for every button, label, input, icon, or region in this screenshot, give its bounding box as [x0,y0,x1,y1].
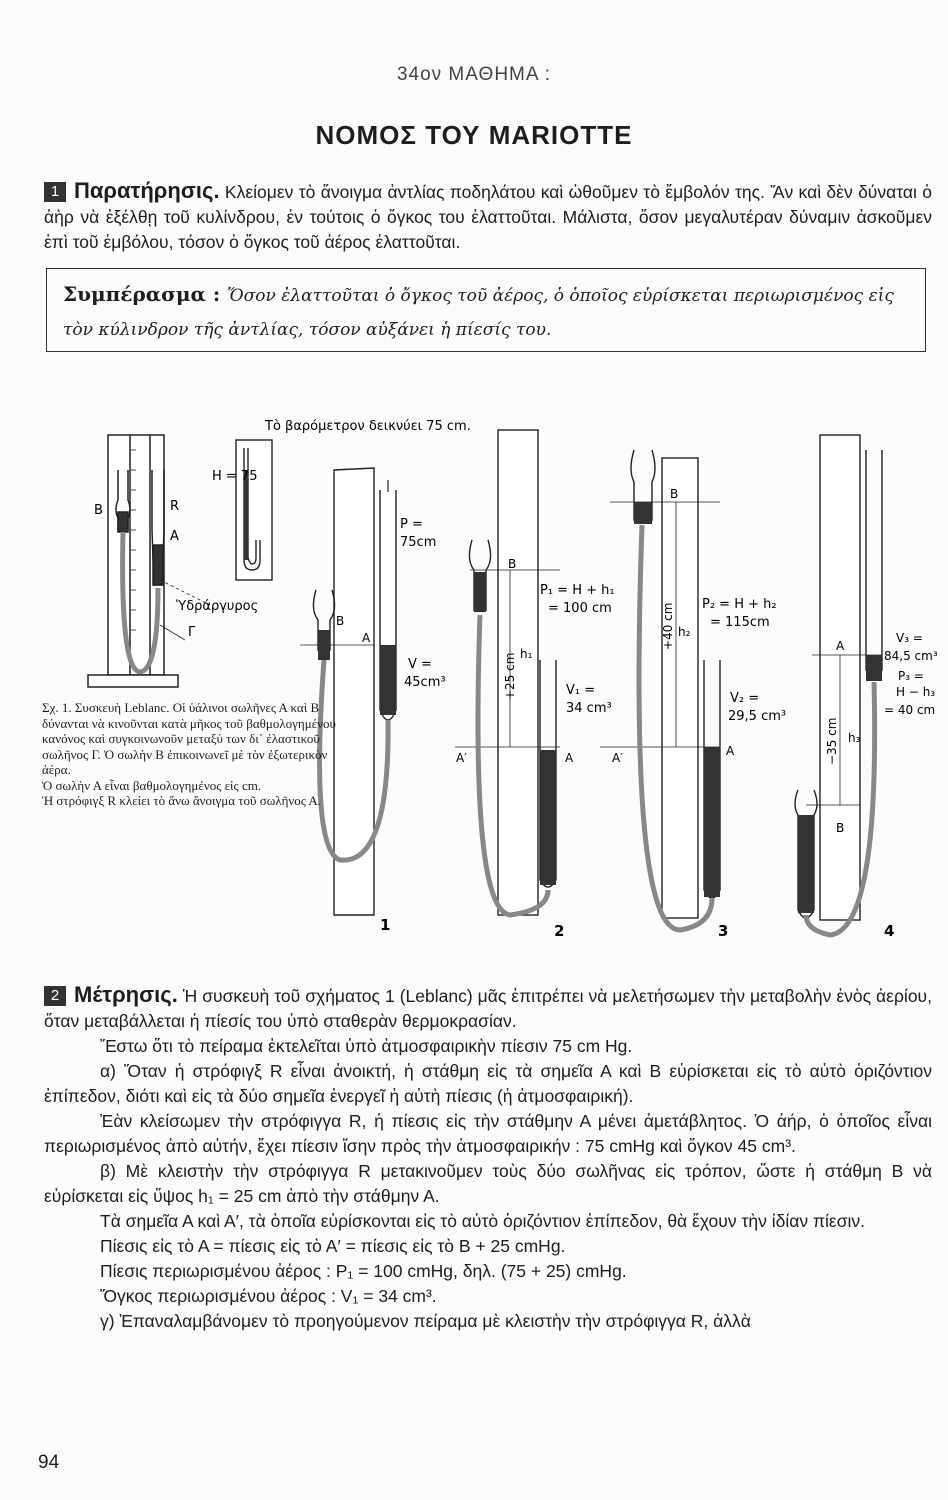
conclusion-text: Ὅσον ἐλαττοῦται ὁ ὄγκος τοῦ ἀέρος, ὁ ὁποῖος εὑρίσκεται περιωρισμένος εἰς τὸν κύλινδρον τῆς ἀντλίας, τόσον αὐξάνει ἡ πίεσίς του. [63,286,894,340]
panel-number-3: 3 [718,922,729,940]
section-2-para-7: Πίεσις εἰς τὸ Α = πίεσις εἰς τὸ Α′ = πίεσις εἰς τὸ Β + 25 cmHg. [100,1236,566,1256]
panel-3 [600,450,720,930]
label-P2-val: = 115cm [710,615,770,630]
label-V3-val: 84,5 cm³ [884,649,938,663]
figure-caption [42,700,338,809]
label-B-panel1: B [336,614,345,628]
section-2-para-10: γ) Ἐπαναλαμβάνομεν τὸ προηγούμενον πείραμα μὲ κλειστὴν τὴν στρόφιγγα R, ἀλλὰ [100,1311,751,1331]
page-title: ΝΟΜΟΣ ΤΟΥ MARIOTTE [315,120,633,150]
label-h2: h₂ [678,625,691,639]
leblanc-apparatus [88,435,210,687]
label-P2: P₂ = H + h₂ [702,597,777,612]
label-V-val: 45cm³ [404,675,446,690]
label-V: V = [408,657,432,672]
conclusion-label: Συμπέρασμα [63,282,206,306]
label-P3: P₃ = [898,669,924,683]
label-Aprime-panel3: A′ [612,751,623,765]
label-P-val: 75cm [400,535,437,550]
label-A-apparatus: A [170,529,179,544]
label-H75: H = 75 [212,469,258,484]
label-plus25: +25 cm [503,652,517,700]
page-number: 94 [38,1452,60,1473]
barometer-note: Τὸ βαρόμετρον δεικνύει 75 cm. [265,419,471,434]
section-2-para-3: α) Ὅταν ἡ στρόφιγξ R εἶναι ἀνοικτή, ἡ στάθμη εἰς τὰ σημεῖα Α καὶ Β εὑρίσκεται εἰς τὸ αὐτὸ ὁριζόντιον ἐπίπεδον, διότι καὶ εἰς τὰ δύο σημεῖα ἐνεργεῖ ἡ αὐτὴ πίεσις (ἡ ἀτμοσφαιρική). [44,1061,932,1106]
section-2-para-8: Πίεσις περιωρισμένου ἀέρος : P₁ = 100 cmHg, δηλ. (75 + 25) cmHg. [100,1261,627,1281]
label-minus35: −35 cm [825,717,839,765]
label-Aprime-panel2: A′ [456,751,467,765]
caption-line-3: Ἡ στρόφιγξ R κλείει τὸ ἄνω ἄνοιγμα τοῦ σωλῆνος Α. [42,793,322,808]
label-V2-val: 29,5 cm³ [728,709,787,724]
label-V2: V₂ = [730,691,760,706]
section-2-para-2: Ἔστω ὅτι τὸ πείραμα ἐκτελεῖται ὑπὸ ἀτμοσφαιρικὴν πίεσιν 75 cm Hg. [100,1036,633,1056]
section-2-heading: Μέτρησις. [74,982,178,1007]
label-plus40: +40 cm [661,602,675,650]
section-2 [44,982,932,1334]
section-1-heading: Παρατήρησις. [74,178,220,203]
label-A-panel2: A [565,751,574,765]
label-P3-expr: H − h₃ [896,685,936,699]
section-2-para-6: Τὰ σημεῖα Α καὶ Α′, τὰ ὁποῖα εὑρίσκονται εἰς τὸ αὐτὸ ὁριζόντιον ἐπίπεδον, θὰ ἔχουν τὴν ἰδίαν πίεσιν. [100,1211,866,1231]
label-A-panel3: A [726,744,735,758]
label-G: Γ [188,625,196,640]
label-P: P = [400,517,423,532]
conclusion-separator: : [205,282,228,306]
panel-number-4: 4 [884,922,895,940]
panel-number-2: 2 [554,922,565,940]
label-B-panel2: B [508,557,517,571]
section-2-para-9: Ὄγκος περιωρισμένου ἀέρος : V₁ = 34 cm³. [100,1286,437,1306]
label-B-apparatus: B [94,503,103,518]
label-A-panel4: A [836,639,845,653]
conclusion-box [46,268,926,352]
label-A-panel1: A [362,631,371,645]
figure-leblanc [0,410,948,950]
caption-line-2: Ὁ σωλὴν Α εἶναι βαθμολογημένος εἰς cm. [42,777,262,793]
label-V1: V₁ = [566,683,596,698]
label-P1-val: = 100 cm [548,601,612,616]
panel-4 [795,435,882,935]
section-1-text: Κλείομεν τὸ ἄνοιγμα ἀντλίας ποδηλάτου καὶ ὠθοῦμεν τὸ ἔμβολόν της. Ἄν καὶ δὲν δύναται ὁ ἀὴρ νὰ ἐξέλθῃ τοῦ κυλίνδρου, ἐν τούτοις ὁ ὄγκος του ἐλαττοῦται. Μάλιστα, ὅσον μεγαλυτέραν δύναμιν ἀσκοῦμεν ἐπὶ τοῦ ἐμβόλου, τόσον ὁ ὄγκος τοῦ ἀέρος ἐλαττοῦται. [44,182,932,252]
section-1-number: 1 [44,182,66,202]
section-2-number: 2 [44,986,66,1006]
section-2-para-1: Ἡ συσκευὴ τοῦ σχήματος 1 (Leblanc) μᾶς ἐπιτρέπει νὰ μελετήσωμεν τὴν μεταβολὴν ἑνὸς ἀερίου, ὅταν μεταβάλλεται ἡ πίεσίς του ὑπὸ σταθερὰν θερμοκρασίαν. [44,986,932,1031]
section-2-para-4: Ἐὰν κλείσωμεν τὴν στρόφιγγα R, ἡ πίεσις εἰς τὴν στάθμην Α μένει ἀμετάβλητος. Ὁ ἀήρ, ὁ ὁποῖος εἶναι περιωρισμένος ἀπὸ αὐτήν, ἔχει πίεσιν ἴσην πρὸς τὴν ἀτμοσφαιρικήν : 75 cmHg καὶ ὄγκον 45 cm³. [44,1111,932,1156]
panel-1 [300,468,396,915]
section-1 [44,178,932,255]
section-2-para-5: β) Μὲ κλειστὴν τὴν στρόφιγγα R μετακινοῦμεν τοὺς δύο σωλῆνας εἰς τρόπον, ὥστε ἡ στάθμη Β νὰ εὑρίσκεται εἰς ὕψος h₁ = 25 cm ἀπὸ τὴν στάθμην Α. [44,1161,932,1206]
label-B-panel4: B [836,821,845,835]
label-P3-val: = 40 cm [884,703,936,717]
barometer [236,440,272,580]
caption-line-1: Σχ. 1. Συσκευὴ Leblanc. Οἱ ὑάλινοι σωλῆνες Α καὶ Β δύνανται νὰ κινοῦνται κατὰ μῆκος τοῦ βαθμολογημένου κανόνος καὶ συγκοινωνοῦν μεταξύ των δι᾽ ἐλαστικοῦ σωλῆνος Γ. Ὁ σωλὴν Β ἐπικοινωνεῖ μὲ τὸν ἐξωτερικὸν ἀέρα. [42,700,336,777]
label-B-panel3: B [670,487,679,501]
label-V3: V₃ = [896,631,923,645]
panel-number-1: 1 [380,916,391,934]
label-mercury: Ὑδράργυρος [176,599,259,614]
lesson-label: 34ον ΜΑΘΗΜΑ : [396,64,552,85]
label-V1-val: 34 cm³ [566,701,612,716]
label-h3: h₃ [848,731,861,745]
label-R-apparatus: R [170,499,180,514]
label-h1: h₁ [520,647,533,661]
label-P1: P₁ = H + h₁ [540,583,615,598]
